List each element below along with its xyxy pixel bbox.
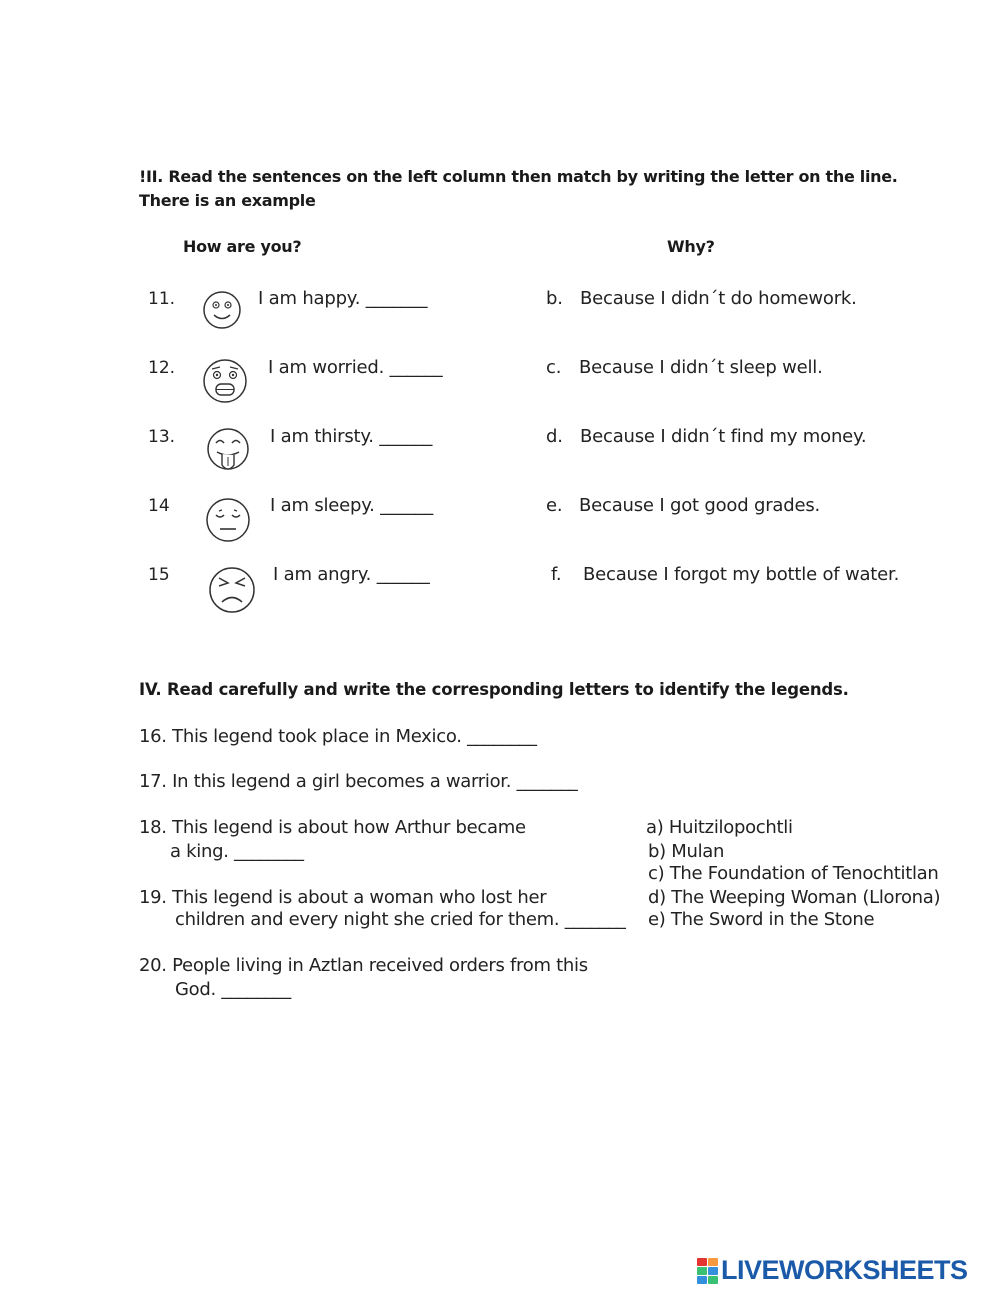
liveworksheets-logo: [697, 1255, 968, 1286]
smiling-face-icon: [202, 290, 242, 330]
reason-text: Because I didn´t do homework.: [580, 288, 857, 309]
sentence-worried: I am worried. ______: [268, 357, 443, 378]
reason-letter: b.: [546, 288, 563, 309]
section4-title: IV. Read carefully and write the corresponding letters to identify the legends.: [139, 680, 849, 699]
row-number: 13.: [148, 427, 176, 447]
reason-letter: e.: [546, 495, 563, 516]
logo-mark-icon: [697, 1258, 719, 1284]
tongue-out-face-icon: [205, 427, 251, 477]
option-e: e) The Sword in the Stone: [648, 909, 875, 930]
row-number: 14: [148, 496, 170, 516]
question-18-line2: a king. ________: [170, 841, 304, 862]
question-19-line2: children and every night she cried for them. _______: [175, 909, 626, 930]
worried-face-icon: [202, 358, 248, 404]
angry-face-icon: [208, 565, 256, 615]
reason-letter: d.: [546, 426, 563, 447]
question-16: 16. This legend took place in Mexico. ________: [139, 726, 537, 747]
section3-title-line2: There is an example: [139, 191, 316, 210]
option-a: a) Huitzilopochtli: [646, 817, 793, 838]
reason-text: Because I forgot my bottle of water.: [583, 564, 900, 585]
sentence-sleepy: I am sleepy. ______: [270, 495, 433, 516]
row-number: 12.: [148, 358, 176, 378]
sentence-angry: I am angry. ______: [273, 564, 430, 585]
question-19-line1: 19. This legend is about a woman who lost her: [139, 887, 547, 908]
option-d: d) The Weeping Woman (Llorona): [648, 887, 941, 908]
sleepy-face-icon: [205, 496, 251, 544]
section3-title: [139, 165, 898, 213]
sentence-happy: I am happy. _______: [258, 288, 428, 309]
sentence-thirsty: I am thirsty. ______: [270, 426, 433, 447]
question-20-line1: 20. People living in Aztlan received orders from this: [139, 955, 588, 976]
row-number: 15: [148, 565, 170, 585]
reason-text: Because I didn´t find my money.: [580, 426, 867, 447]
reason-letter: f.: [551, 564, 562, 585]
option-c: c) The Foundation of Tenochtitlan: [648, 863, 939, 884]
column-header-why: Why?: [667, 237, 715, 256]
reason-text: Because I got good grades.: [579, 495, 821, 516]
section3-title-line1: !II. Read the sentences on the left column then match by writing the letter on the line.: [139, 167, 898, 186]
question-20-line2: God. ________: [175, 979, 291, 1000]
option-b: b) Mulan: [648, 841, 725, 862]
reason-letter: c.: [546, 357, 562, 378]
question-18-line1: 18. This legend is about how Arthur became: [139, 817, 526, 838]
reason-text: Because I didn´t sleep well.: [579, 357, 823, 378]
column-header-how-are-you: How are you?: [183, 237, 302, 256]
question-17: 17. In this legend a girl becomes a warrior. _______: [139, 771, 578, 792]
logo-text: LIVEWORKSHEETS: [721, 1255, 968, 1285]
row-number: 11.: [148, 289, 176, 309]
